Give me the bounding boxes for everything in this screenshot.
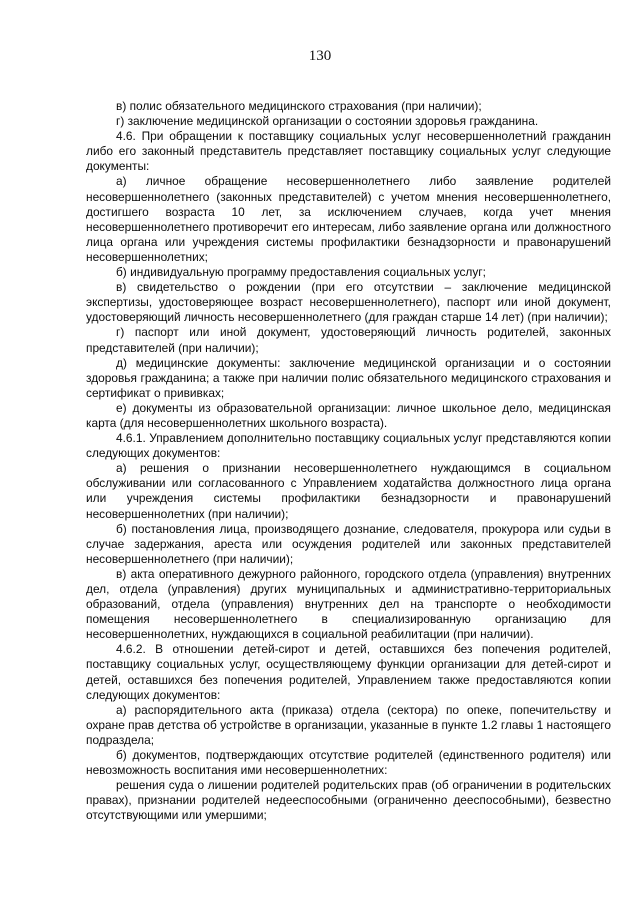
paragraph: решения суда о лишении родителей родительских прав (об ограничении в родительских правах), признании родителей недееспособными (ограниченно дееспособными), безвестно отсутствующими или умершими; [86, 778, 611, 823]
paragraph: б) постановления лица, производящего дознание, следователя, прокурора или судьи в случае задержания, ареста или осуждения родителей или законных представителей несовершеннолетнего (при наличии); [86, 521, 611, 566]
paragraph: а) личное обращение несовершеннолетнего либо заявление родителей несовершеннолетнего (законных представителей) с учетом мнения несовершеннолетнего, достигшего возраста 10 лет, за исключением случаев, когда учет мнения несовершеннолетнего противоречит его интересам, либо заявление органа или должностного лица органа или учреждения системы профилактики безнадзорности и правонарушений несовершеннолетних; [86, 174, 611, 264]
paragraph: б) индивидуальную программу предоставления социальных услуг; [116, 265, 486, 280]
paragraph: а) распорядительного акта (приказа) отдела (сектора) по опеке, попечительству и охране прав детства об устройстве в организации, указанные в пункте 1.2 главы 1 настоящего подраздела; [86, 702, 611, 747]
paragraph: в) свидетельство о рождении (при его отсутствии – заключение медицинской экспертизы, удостоверяющее возраст несовершеннолетнего), паспорт или иной документ, удостоверяющий личность несовершеннолетнего (для граждан старше 14 лет) (при наличии); [86, 280, 611, 325]
paragraph: г) паспорт или иной документ, удостоверяющий личность родителей, законных представителей (при наличии); [86, 325, 611, 355]
page-number: 130 [308, 48, 332, 64]
paragraph: 4.6.2. В отношении детей-сирот и детей, оставшихся без попечения родителей, поставщику социальных услуг, осуществляющему функции организации для детей-сирот и детей, оставшихся без попечения родителей, Управлением также предоставляются копии следующих документов: [86, 642, 611, 702]
paragraph: д) медицинские документы: заключение медицинской организации и о состоянии здоровья гражданина; а также при наличии полис обязательного медицинского страхования и сертификат о прививках; [86, 355, 611, 400]
paragraph: 4.6.1. Управлением дополнительно поставщику социальных услуг представляются копии следующих документов: [86, 431, 611, 461]
paragraph: е) документы из образовательной организации: личное школьное дело, медицинская карта (для несовершеннолетних школьного возраста). [86, 400, 611, 430]
paragraph: а) решения о признании несовершеннолетнего нуждающимся в социальном обслуживании или согласованного с Управлением ходатайства должностного лица органа или учреждения системы профилактики безнадзорности и правонарушений несовершеннолетних (при наличии); [86, 461, 611, 521]
paragraph: 4.6. При обращении к поставщику социальных услуг несовершеннолетний гражданин либо его законный представитель представляет поставщику социальных услуг следующие документы: [86, 129, 611, 174]
paragraph: г) заключение медицинской организации о состоянии здоровья гражданина. [116, 114, 539, 129]
paragraph: в) акта оперативного дежурного районного, городского отдела (управления) внутренних дел, отдела (управления) других муниципальных и административно-территориальных образований, отдела (управления) внутренних дел на транспорте о необходимости помещения несовершеннолетнего в специализированную организацию для несовершеннолетних, нуждающихся в социальной реабилитации (при наличии). [86, 566, 611, 642]
paragraph: б) документов, подтверждающих отсутствие родителей (единственного родителя) или невозможность воспитания ими несовершеннолетних: [86, 748, 611, 778]
document-body [86, 99, 611, 824]
paragraph: в) полис обязательного медицинского страхования (при наличии); [116, 99, 482, 113]
